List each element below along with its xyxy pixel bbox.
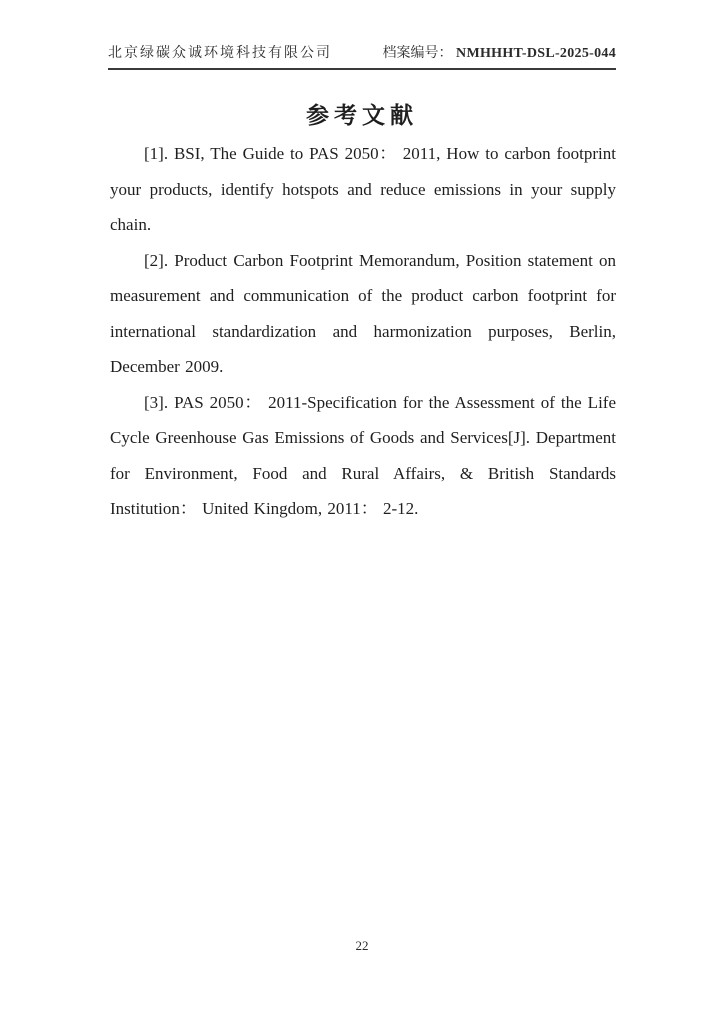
page-title: 参考文献 — [306, 103, 418, 128]
page-header — [108, 42, 616, 70]
reference-item-1: [1]. BSI, The Guide to PAS 2050： 2011, How to carbon footprint your products, identify hotspots and reduce emissions in your supply chain. — [110, 144, 616, 234]
reference-item-3: [3]. PAS 2050： 2011-Specification for the Assessment of the Life Cycle Greenhouse Gas Emissions of Goods and Services[J]. Department for Environment, Food and Rural Affairs, & British Standards Institution： United Kingdom, 2011： 2-12. — [110, 392, 616, 518]
archive-number — [383, 42, 616, 62]
references-section — [110, 136, 616, 527]
reference-item-2: [2]. Product Carbon Footprint Memorandum, Position statement on measurement and communication of the product carbon footprint for international standardization and harmonization purposes, Berlin, December 2009. — [110, 250, 616, 376]
page-number: 22 — [355, 938, 369, 953]
archive-number-label: 档案编号： — [382, 46, 453, 61]
archive-number-value: NMHHHT-DSL-2025-044 — [456, 46, 616, 61]
company-name: 北京绿碳众诚环境科技有限公司 — [108, 46, 332, 61]
